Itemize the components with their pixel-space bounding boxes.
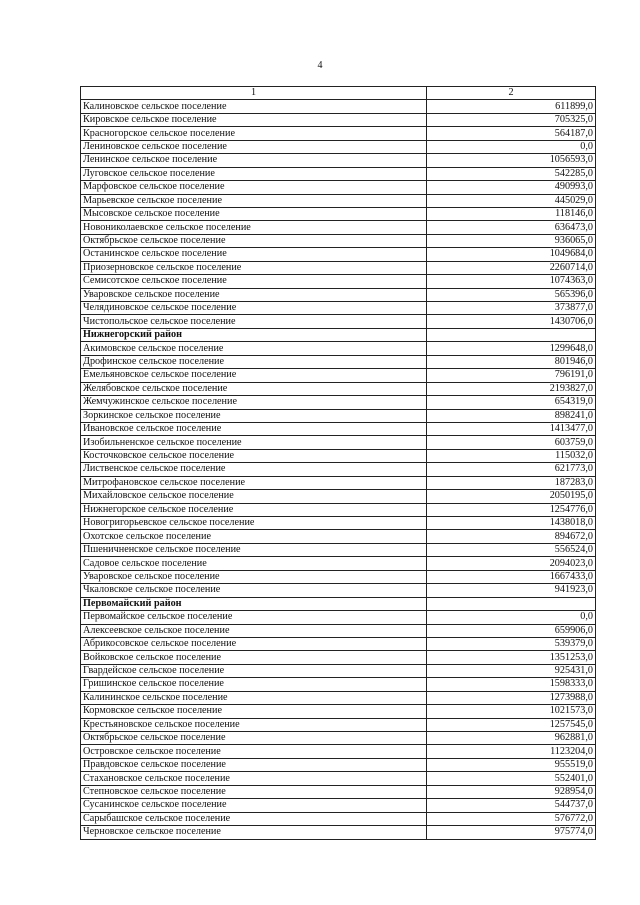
amount-cell: 576772,0 <box>427 812 596 825</box>
district-row <box>81 597 596 610</box>
settlement-name: Изобильненское сельское поселение <box>81 436 427 449</box>
amount-cell: 975774,0 <box>427 826 596 839</box>
table-row <box>81 261 596 274</box>
table-row <box>81 100 596 113</box>
settlement-name: Крестьяновское сельское поселение <box>81 718 427 731</box>
table-row <box>81 785 596 798</box>
table-row <box>81 691 596 704</box>
settlement-name: Калининское сельское поселение <box>81 691 427 704</box>
table-row <box>81 302 596 315</box>
table-row <box>81 194 596 207</box>
amount-cell: 1299648,0 <box>427 342 596 355</box>
settlement-name: Пшеничненское сельское поселение <box>81 543 427 556</box>
amount-cell: 659906,0 <box>427 624 596 637</box>
table-row <box>81 154 596 167</box>
settlement-name: Митрофановское сельское поселение <box>81 476 427 489</box>
amount-cell: 539379,0 <box>427 637 596 650</box>
table-row <box>81 369 596 382</box>
amount-cell: 544737,0 <box>427 799 596 812</box>
settlement-name: Черновское сельское поселение <box>81 826 427 839</box>
amount-cell: 1667433,0 <box>427 570 596 583</box>
settlement-name: Сарыбашское сельское поселение <box>81 812 427 825</box>
amount-cell <box>427 328 596 341</box>
amount-cell: 898241,0 <box>427 409 596 422</box>
settlement-name: Марьевское сельское поселение <box>81 194 427 207</box>
amount-cell: 925431,0 <box>427 664 596 677</box>
table-body <box>81 100 596 839</box>
table-row <box>81 409 596 422</box>
amount-cell: 928954,0 <box>427 785 596 798</box>
district-name: Нижнегорский район <box>81 328 427 341</box>
settlement-name: Кормовское сельское поселение <box>81 705 427 718</box>
table-row <box>81 611 596 624</box>
table-row <box>81 570 596 583</box>
settlement-name: Жемчужинское сельское поселение <box>81 396 427 409</box>
table-header <box>81 87 596 100</box>
table-row <box>81 221 596 234</box>
table-row <box>81 705 596 718</box>
table-row <box>81 422 596 435</box>
settlement-name: Кировское сельское поселение <box>81 113 427 126</box>
amount-cell <box>427 597 596 610</box>
column-header-1: 1 <box>81 87 427 100</box>
amount-cell: 1273988,0 <box>427 691 596 704</box>
settlement-name: Челядиновское сельское поселение <box>81 302 427 315</box>
table-row <box>81 530 596 543</box>
amount-cell: 565396,0 <box>427 288 596 301</box>
table-row <box>81 342 596 355</box>
settlement-name: Чкаловское сельское поселение <box>81 584 427 597</box>
amount-cell: 1438018,0 <box>427 517 596 530</box>
budget-table <box>80 86 596 840</box>
amount-cell: 115032,0 <box>427 449 596 462</box>
settlement-name: Правдовское сельское поселение <box>81 758 427 771</box>
amount-cell: 2260714,0 <box>427 261 596 274</box>
amount-cell: 796191,0 <box>427 369 596 382</box>
table-row <box>81 584 596 597</box>
settlement-name: Мысовское сельское поселение <box>81 207 427 220</box>
amount-cell: 1056593,0 <box>427 154 596 167</box>
amount-cell: 556524,0 <box>427 543 596 556</box>
amount-cell: 118146,0 <box>427 207 596 220</box>
settlement-name: Островское сельское поселение <box>81 745 427 758</box>
table-row <box>81 826 596 839</box>
table-row <box>81 127 596 140</box>
settlement-name: Абрикосовское сельское поселение <box>81 637 427 650</box>
settlement-name: Чистопольское сельское поселение <box>81 315 427 328</box>
table-row <box>81 248 596 261</box>
amount-cell: 654319,0 <box>427 396 596 409</box>
amount-cell: 1074363,0 <box>427 275 596 288</box>
amount-cell: 1351253,0 <box>427 651 596 664</box>
table-row <box>81 315 596 328</box>
amount-cell: 2094023,0 <box>427 557 596 570</box>
table-row <box>81 664 596 677</box>
amount-cell: 490993,0 <box>427 181 596 194</box>
settlement-name: Новониколаевское сельское поселение <box>81 221 427 234</box>
settlement-name: Лиственское сельское поселение <box>81 463 427 476</box>
settlement-name: Останинское сельское поселение <box>81 248 427 261</box>
settlement-name: Емельяновское сельское поселение <box>81 369 427 382</box>
settlement-name: Войковское сельское поселение <box>81 651 427 664</box>
settlement-name: Ленинское сельское поселение <box>81 154 427 167</box>
table-row <box>81 557 596 570</box>
settlement-name: Калиновское сельское поселение <box>81 100 427 113</box>
amount-cell: 1430706,0 <box>427 315 596 328</box>
settlement-name: Садовое сельское поселение <box>81 557 427 570</box>
table-row <box>81 678 596 691</box>
table-row <box>81 490 596 503</box>
table-row <box>81 234 596 247</box>
amount-cell: 962881,0 <box>427 732 596 745</box>
amount-cell: 542285,0 <box>427 167 596 180</box>
table-row <box>81 758 596 771</box>
amount-cell: 373877,0 <box>427 302 596 315</box>
settlement-name: Октябрьское сельское поселение <box>81 732 427 745</box>
table-row <box>81 207 596 220</box>
amount-cell: 1021573,0 <box>427 705 596 718</box>
amount-cell: 1413477,0 <box>427 422 596 435</box>
table-row <box>81 772 596 785</box>
amount-cell: 1049684,0 <box>427 248 596 261</box>
amount-cell: 621773,0 <box>427 463 596 476</box>
amount-cell: 705325,0 <box>427 113 596 126</box>
table-row <box>81 799 596 812</box>
header-row <box>81 87 596 100</box>
settlement-name: Михайловское сельское поселение <box>81 490 427 503</box>
settlement-name: Зоркинское сельское поселение <box>81 409 427 422</box>
table-row <box>81 718 596 731</box>
settlement-name: Октябрьское сельское поселение <box>81 234 427 247</box>
amount-cell: 955519,0 <box>427 758 596 771</box>
table-row <box>81 275 596 288</box>
amount-cell: 552401,0 <box>427 772 596 785</box>
table-row <box>81 449 596 462</box>
amount-cell: 1123204,0 <box>427 745 596 758</box>
settlement-name: Стахановское сельское поселение <box>81 772 427 785</box>
settlement-name: Первомайское сельское поселение <box>81 611 427 624</box>
settlement-name: Марфовское сельское поселение <box>81 181 427 194</box>
table-row <box>81 732 596 745</box>
table-row <box>81 113 596 126</box>
settlement-name: Красногорское сельское поселение <box>81 127 427 140</box>
table-row <box>81 476 596 489</box>
column-header-2: 2 <box>427 87 596 100</box>
settlement-name: Приозерновское сельское поселение <box>81 261 427 274</box>
amount-cell: 941923,0 <box>427 584 596 597</box>
settlement-name: Лениновское сельское поселение <box>81 140 427 153</box>
settlement-name: Степновское сельское поселение <box>81 785 427 798</box>
amount-cell: 801946,0 <box>427 355 596 368</box>
table-row <box>81 463 596 476</box>
amount-cell: 0,0 <box>427 611 596 624</box>
settlement-name: Охотское сельское поселение <box>81 530 427 543</box>
table-row <box>81 181 596 194</box>
settlement-name: Ивановское сельское поселение <box>81 422 427 435</box>
settlement-name: Уваровское сельское поселение <box>81 288 427 301</box>
settlement-name: Нижнегорское сельское поселение <box>81 503 427 516</box>
table-row <box>81 503 596 516</box>
settlement-name: Уваровское сельское поселение <box>81 570 427 583</box>
amount-cell: 0,0 <box>427 140 596 153</box>
settlement-name: Гвардейское сельское поселение <box>81 664 427 677</box>
table-row <box>81 812 596 825</box>
table-row <box>81 288 596 301</box>
table-row <box>81 637 596 650</box>
district-name: Первомайский район <box>81 597 427 610</box>
settlement-name: Семисотское сельское поселение <box>81 275 427 288</box>
table-row <box>81 543 596 556</box>
table-row <box>81 167 596 180</box>
settlement-name: Косточковское сельское поселение <box>81 449 427 462</box>
settlement-name: Алексеевское сельское поселение <box>81 624 427 637</box>
amount-cell: 445029,0 <box>427 194 596 207</box>
table-row <box>81 140 596 153</box>
amount-cell: 636473,0 <box>427 221 596 234</box>
settlement-name: Сусанинское сельское поселение <box>81 799 427 812</box>
table-row <box>81 355 596 368</box>
settlement-name: Дрофинское сельское поселение <box>81 355 427 368</box>
amount-cell: 564187,0 <box>427 127 596 140</box>
table-row <box>81 436 596 449</box>
amount-cell: 1254776,0 <box>427 503 596 516</box>
settlement-name: Луговское сельское поселение <box>81 167 427 180</box>
table-row <box>81 651 596 664</box>
table-row <box>81 624 596 637</box>
table-row <box>81 745 596 758</box>
settlement-name: Желябовское сельское поселение <box>81 382 427 395</box>
table-row <box>81 396 596 409</box>
settlement-name: Гришинское сельское поселение <box>81 678 427 691</box>
amount-cell: 2050195,0 <box>427 490 596 503</box>
amount-cell: 603759,0 <box>427 436 596 449</box>
table-row <box>81 517 596 530</box>
amount-cell: 936065,0 <box>427 234 596 247</box>
settlement-name: Акимовское сельское поселение <box>81 342 427 355</box>
table-row <box>81 382 596 395</box>
amount-cell: 1598333,0 <box>427 678 596 691</box>
district-row <box>81 328 596 341</box>
page-number: 4 <box>317 60 323 71</box>
settlement-name: Новогригорьевское сельское поселение <box>81 517 427 530</box>
amount-cell: 187283,0 <box>427 476 596 489</box>
amount-cell: 2193827,0 <box>427 382 596 395</box>
amount-cell: 1257545,0 <box>427 718 596 731</box>
amount-cell: 894672,0 <box>427 530 596 543</box>
amount-cell: 611899,0 <box>427 100 596 113</box>
